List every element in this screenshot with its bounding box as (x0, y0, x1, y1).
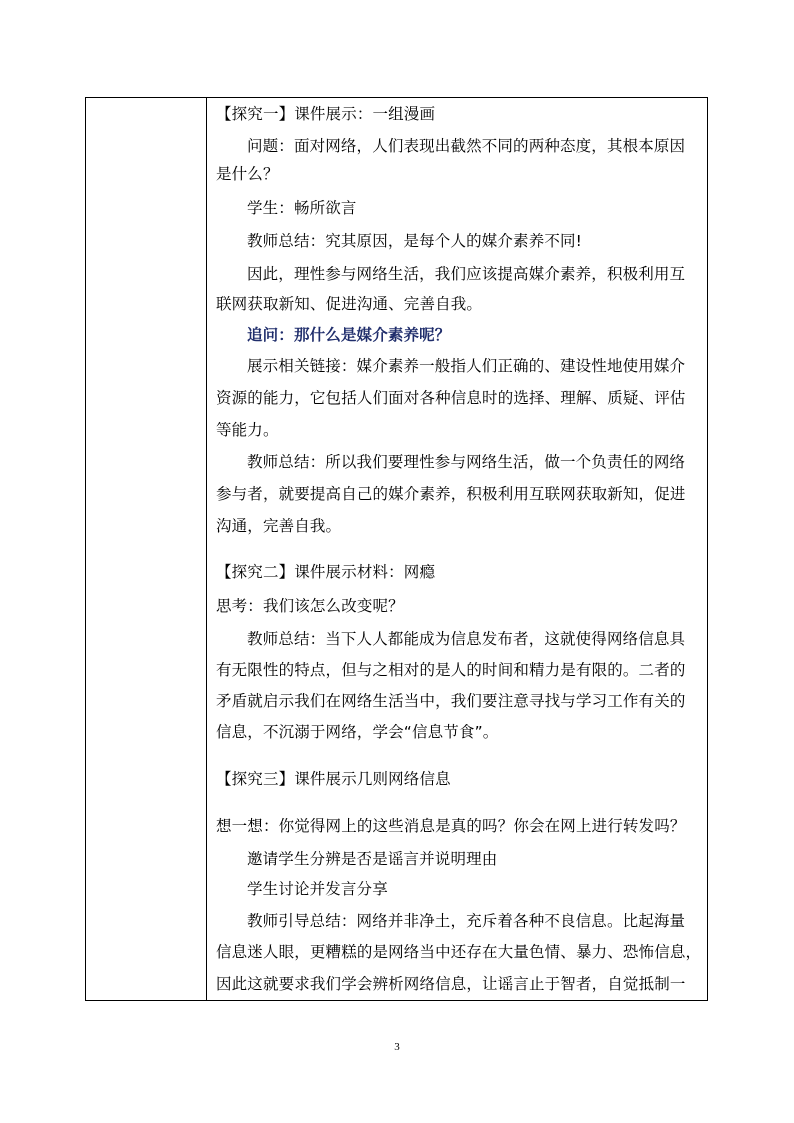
paragraph-line: 问题：面对网络，人们表现出截然不同的两种态度，其根本原因 (247, 137, 686, 155)
page-number: 3 (394, 1041, 400, 1053)
paragraph-line: 沟通，完善自我。 (216, 517, 342, 535)
paragraph-line: 信息，不沉溺于网络，学会“信息节食”。 (216, 723, 499, 741)
paragraph-line: 参与者，就要提高自己的媒介素养，积极利用互联网获取新知，促进 (216, 485, 686, 503)
follow-up-question: 追问：那什么是媒介素养呢？ (247, 325, 451, 344)
lesson-table (85, 97, 708, 1001)
paragraph-line: 学生：畅所欲言 (247, 199, 357, 217)
paragraph-line: 学生讨论并发言分享 (247, 880, 388, 898)
paragraph-line: 想一想：你觉得网上的这些消息是真的吗？你会在网上进行转发吗？ (216, 817, 686, 835)
paragraph-line: 是什么？ (216, 165, 279, 183)
section-heading-1: 【探究一】课件展示：一组漫画 (216, 105, 436, 123)
table-right-column (207, 98, 707, 1000)
section-heading-3: 【探究三】课件展示几则网络信息 (216, 770, 451, 788)
paragraph-line: 资源的能力，它包括人们面对各种信息时的选择、理解、质疑、评估 (216, 389, 686, 407)
section-heading-2: 【探究二】课件展示材料：网瘾 (216, 563, 436, 581)
paragraph-line: 邀请学生分辨是否是谣言并说明理由 (247, 850, 498, 868)
paragraph-line: 教师引导总结：网络并非净土，充斥着各种不良信息。比起海量 (247, 912, 686, 930)
paragraph-line: 矛盾就启示我们在网络生活当中，我们要注意寻找与学习工作有关的 (216, 692, 686, 710)
paragraph-line: 因此，理性参与网络生活，我们应该提高媒介素养，积极利用互 (247, 265, 686, 283)
paragraph-line: 联网获取新知、促进沟通、完善自我。 (216, 295, 483, 313)
paragraph-line: 教师总结：当下人人都能成为信息发布者，这就使得网络信息具 (247, 630, 686, 648)
paragraph-line: 思考：我们该怎么改变呢？ (216, 597, 404, 615)
paragraph-line: 等能力。 (216, 421, 279, 439)
paragraph-line: 展示相关链接：媒介素养一般指人们正确的、建设性地使用媒介 (247, 357, 686, 375)
paragraph-line: 有无限性的特点，但与之相对的是人的时间和精力是有限的。二者的 (216, 661, 686, 679)
table-left-column (86, 98, 207, 1000)
paragraph-line: 教师总结：究其原因，是每个人的媒介素养不同! (247, 232, 583, 250)
paragraph-line: 信息迷人眼，更糟糕的是网络当中还存在大量色情、暴力、恐怖信息， (216, 943, 702, 961)
paragraph-line: 教师总结：所以我们要理性参与网络生活，做一个负责任的网络 (247, 453, 686, 471)
paragraph-line: 因此这就要求我们学会辨析网络信息，让谣言止于智者，自觉抵制一 (216, 975, 686, 993)
